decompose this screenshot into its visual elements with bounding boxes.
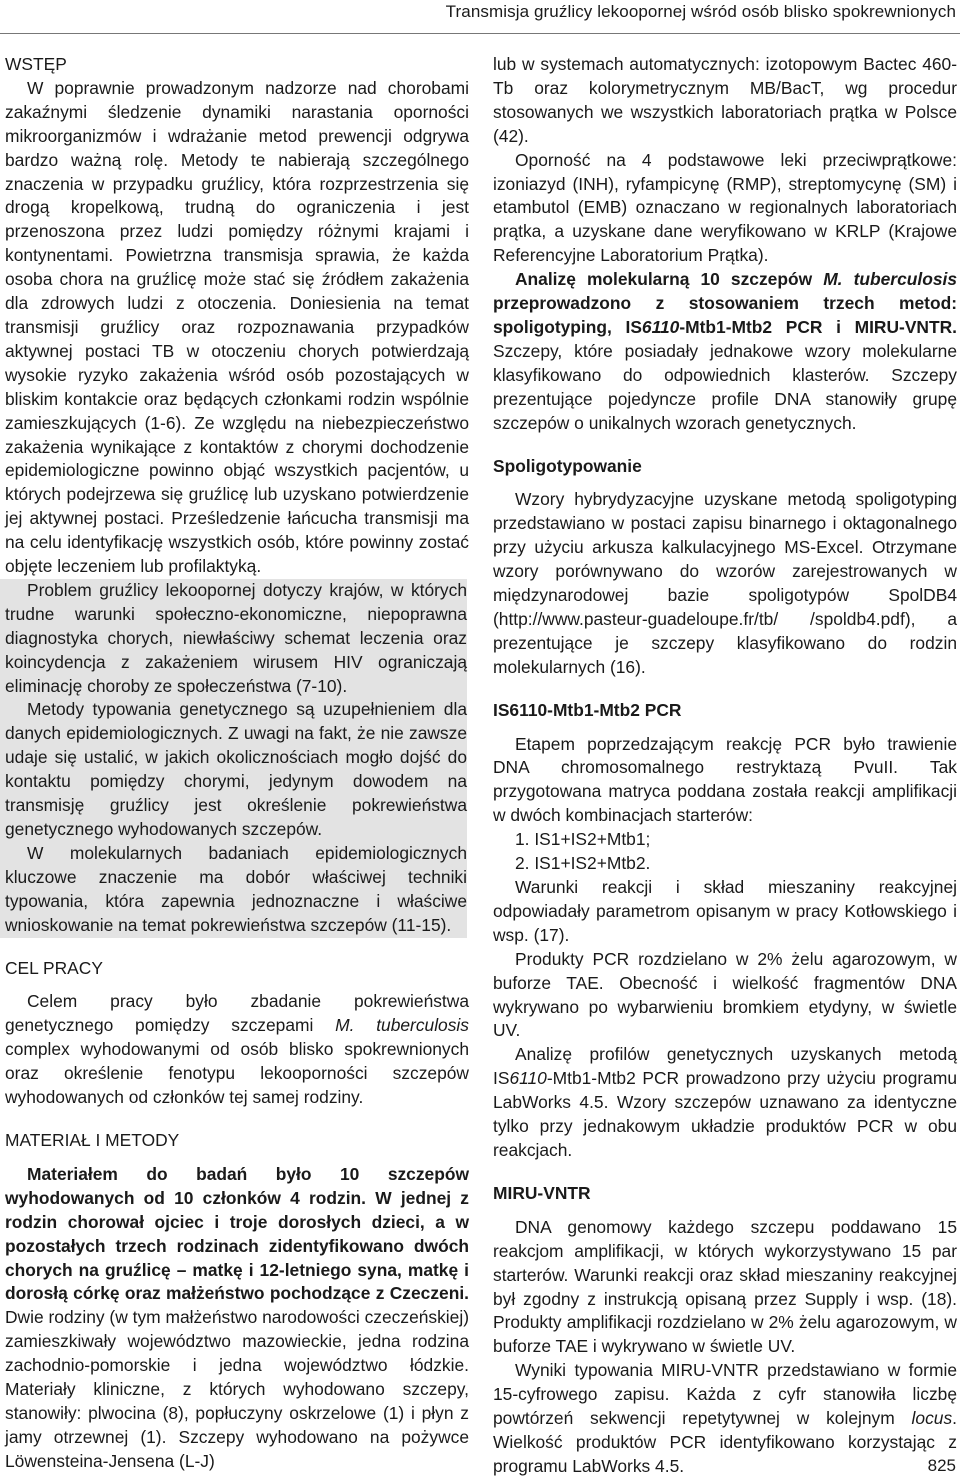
aim-text-a: Celem pracy było zbadanie pokrewieństwa genetycznego pomiędzy szczepami — [5, 991, 469, 1036]
methods-text: Dwie rodziny (w tym małżeństwo narodowości czeczeńskiej) zamieszkiwały województwo mazowieckie, jedna rodzina zachodnio-pomorskie i jedna województwo łódzkie. Materiały kliniczne, z których wyhodowano szczepy, stanowiły: plwocina (8), popłuczyny oskrzelowe (1) i płyn z jamy otrzewnej (1). Szczepy wyhodowano na pożywce Löwensteina-Jensena (L-J) — [5, 1307, 469, 1471]
header-rule — [0, 33, 960, 34]
methods-paragraph-1 — [5, 1163, 469, 1474]
pcr-paragraph-1: Etapem poprzedzającym reakcję PCR było trawienie DNA chromosomalnego restryktazą PvuII. Tak przygotowana matryca poddana została reakcji amplifikacji w dwóch kombinacjach starterów: — [493, 733, 957, 826]
aim-paragraph — [5, 990, 469, 1110]
left-column — [5, 53, 469, 1474]
pcr-text-a: Analizę profilów genetycznych uzyskanych metodą IS — [493, 1044, 957, 1089]
pcr-paragraph-4 — [493, 1043, 957, 1163]
miru-locus: locus — [911, 1408, 953, 1429]
right-column — [493, 53, 957, 1479]
analysis-bold-is-number: 6110 — [641, 316, 680, 337]
methods-paragraph-4 — [493, 268, 957, 435]
pcr-paragraph-2: Warunki reakcji i skład mieszaniny reakcyjnej odpowiadały parametrom opisanym w pracy Kotłowskiego i wsp. (17). — [493, 877, 957, 945]
analysis-text: Szczepy, które posiadały jednakowe wzory molekularne klasyfikowano do odpowiednich klasterów. Szczepy prezentujące pojedyncze profile DNA stanowiły grupę szczepów o unikalnych wzorach genetycznych. — [493, 340, 957, 433]
list-item: 2. IS1+IS2+Mtb2. — [515, 853, 651, 874]
intro-paragraph-4: W molekularnych badaniach epidemiologicznych kluczowe znaczenie ma dobór właściwej techniki typowania, która zapewnia jednoznaczne i właściwe wnioskowanie na temat pokrewieństwa szczepów (11-15). — [5, 842, 467, 935]
aim-text-b: complex wyhodowanymi od osób blisko spokrewnionych oraz określenie fenotypu lekooporności szczepów wyhodowanych od członków tej samej rodziny. — [5, 1039, 469, 1108]
methods-bold-text: Materiałem do badań było 10 szczepów wyhodowanych od 10 członków 4 rodzin. W jednej z rodzin chorował ojciec i troje dorosłych dzieci, a w pozostałych trzech rodzinach zidentyfikowano dwóch chorych na gruźlicę – matkę i 12-letniego syna, matkę i dorosłą córkę oraz małżeństwo pochodzące z Czeczeni. — [5, 1163, 469, 1304]
miru-heading: MIRU-VNTR — [493, 1182, 591, 1203]
miru-paragraph-1: DNA genomowy każdego szczepu poddawano 15 reakcjom amplifikacji, w których wykorzystywano 15 par starterów. Warunki reakcji oraz skład mieszaniny reakcyjnej był zgodny z instrukcją opisaną przez Supply i wsp. (18). Produkty amplifikacji rozdzielano w 2% żelu agarozowym, w buforze TAE i wykrywano w świetle UV. — [493, 1216, 957, 1357]
intro-heading: WSTĘP — [5, 54, 67, 74]
intro-paragraph-3: Metody typowania genetycznego są uzupełnieniem dla danych epidemiologicznych. Z uwagi na fakt, że nie zawsze udaje się ustalić, w jakich okolicznościach mogło dojść do kontaktu pomiędzy chorymi, jedynym dowodem na transmisję gruźlicy jest określenie pokrewieństwa genetycznego wyhodowanych szczepów. — [5, 699, 467, 839]
methods-heading: MATERIAŁ I METODY — [5, 1129, 180, 1150]
aim-species: M. tuberculosis — [335, 1015, 469, 1036]
list-item: 1. IS1+IS2+Mtb1; — [515, 829, 651, 850]
spoligo-heading: Spoligotypowanie — [493, 455, 642, 476]
intro-paragraph-1: W poprawnie prowadzonym nadzorze nad chorobami zakaźnymi śledzenie dynamiki narastania oporności mikroorganizmów i wdrażanie metod prewencji odgrywa bardzo ważną rolę. Metody te nabierają szczególnego znaczenia w przypadku gruźlicy, która rozprzestrzenia się drogą kropelkową, trudną do ograniczenia i jest przenoszona przez ludzi pomiędzy różnymi krajami i kontynentami. Powietrzna transmisja sprawia, że każda osoba chora na gruźlicę może stać się źródłem zakażenia dla zdrowych ludzi z otoczenia. Doniesienia na temat transmisji gruźlicy oraz rozpoznawania przypadków aktywnej postaci TB w otoczeniu chorych potwierdzają wysokie ryzyko zakażenia wśród osób pozostających w bliskim kontakcie oraz będących członkami rodzin wspólnie zamieszkujących (1-6). Ze względu na niebezpieczeństwo zakażenia wynikające z kontaktów z chorymi dochodzenie epidemiologiczne powinno objąć wszystkich pacjentów, u których podejrzewa się gruźlicę lub uzyskano potwierdzenie jej aktywnej postaci. Prześledzenie łańcucha transmisji ma na celu identyfikację wszystkich osób, które powinny zostać objęte leczeniem lub profilaktyką. — [5, 77, 469, 577]
intro-paragraph-2: Problem gruźlicy lekoopornej dotyczy krajów, w których trudne warunki społeczno-ekonomiczne, niepoprawna diagnostyka chorych, niewłaściwy schemat leczenia oraz koincydencja z zakażeniem wirusem HIV ograniczają eliminację choroby ze społeczeństwa (7-10). — [5, 579, 467, 696]
spoligo-paragraph: Wzory hybrydyzacyjne uzyskane metodą spoligotyping przedstawiano w postaci zapisu binarnego i oktagonalnego przy użyciu arkusza kalkulacyjnego MS-Excel. Otrzymane wzory porównywano do wzorów zarejestrowanych w międzynarodowej bazie spoligotypów SpolDB4 (http://www.pasteur-guadeloupe.fr/tb/ /spoldb4.pdf), a prezentujące je szczepy klasyfikowano do rodzin molekularnych (16). — [493, 489, 957, 677]
analysis-bold-species: M. tuberculosis — [823, 269, 957, 290]
pcr-heading: IS6110-Mtb1-Mtb2 PCR — [493, 699, 682, 720]
running-header: Transmisja gruźlicy lekoopornej wśród osób blisko spokrewnionych — [445, 2, 956, 21]
methods-paragraph-3: Oporność na 4 podstawowe leki przeciwprątkowe: izoniazyd (INH), ryfampicynę (RMP), streptomycynę (SM) i etambutol (EMB) oznaczano w regionalnych laboratoriach prątka, a uzyskane dane weryfikowano w KRLP (Krajowe Referencyjne Laboratorium Prątka). — [493, 149, 957, 266]
miru-text-a: Wyniki typowania MIRU-VNTR przedstawiano w formie 15-cyfrowego zapisu. Każda z cyfr stanowiła liczbę powtórzeń sekwencji repetytywnej w kolejnym — [493, 1360, 957, 1429]
analysis-bold-a: Analizę molekularną 10 szczepów — [515, 269, 824, 290]
miru-text-b: . Wielkość produktów PCR identyfikowano korzystając z programu LabWorks 4.5. — [493, 1408, 957, 1476]
page-number: 825 — [927, 1456, 956, 1475]
analysis-bold-b: przeprowadzono z stosowaniem trzech metod: spoligotyping, IS — [493, 293, 957, 337]
pcr-paragraph-3: Produkty PCR rozdzielano w 2% żelu agarozowym, w buforze TAE. Obecność i wielkość fragmentów DNA wykrywano po wybarwieniu bromkiem etydyny, w świetle UV. — [493, 948, 957, 1041]
pcr-is-number: 6110 — [509, 1068, 547, 1089]
methods-paragraph-2: lub w systemach automatycznych: izotopowym Bactec 460-Tb oraz kolorymetrycznym MB/BacT, wg procedur stosowanych we wszystkich laboratoriach prątka w Polsce (42). — [493, 54, 957, 146]
miru-paragraph-2 — [493, 1359, 957, 1479]
highlighted-passage — [0, 579, 467, 938]
analysis-bold-c: -Mtb1-Mtb2 PCR i MIRU-VNTR. — [679, 316, 957, 337]
pcr-text-b: -Mtb1-Mtb2 PCR prowadzono przy użyciu programu LabWorks 4.5. Wzory szczepów uznawano za identyczne tylko przy jednakowym układzie produktów PCR w obu reakcjach. — [493, 1068, 957, 1160]
aim-heading: CEL PRACY — [5, 957, 103, 978]
